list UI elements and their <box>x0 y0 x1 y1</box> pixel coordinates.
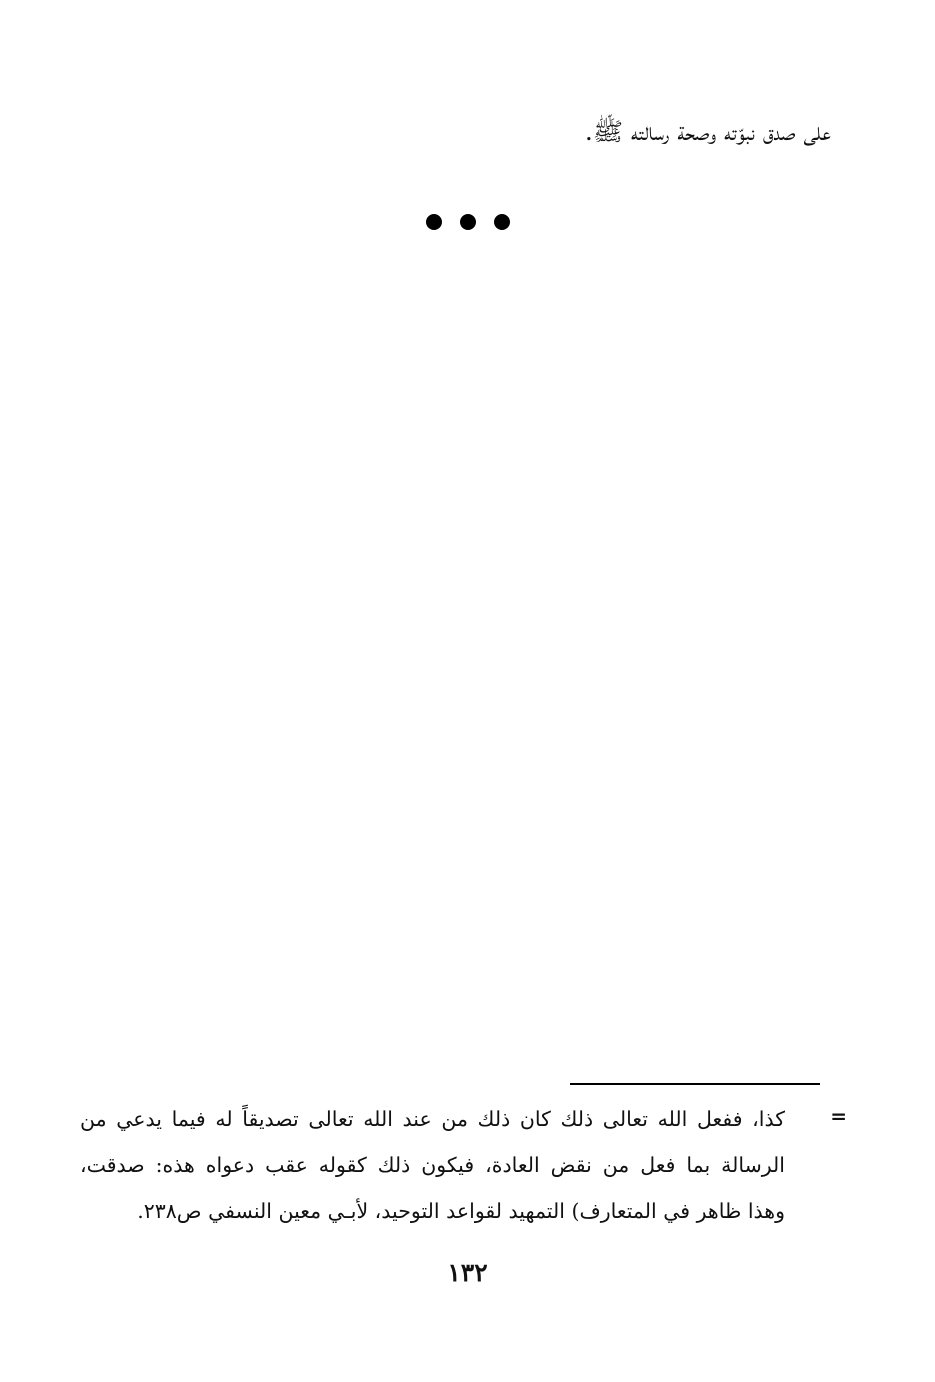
separator-dot <box>426 214 442 230</box>
separator-dot <box>460 214 476 230</box>
footnote-line: كذا، ففعل الله تعالى ذلك كان ذلك من عند الله تعالى تصديقاً له فيما يدعي من <box>80 1107 785 1131</box>
section-separator <box>0 214 935 234</box>
footnote <box>80 1096 785 1234</box>
footnote-continuation-mark: = <box>830 1104 847 1128</box>
body-text-line: على صدق نبوّته وصحة رسالته ﷺ. <box>584 117 831 146</box>
page-number: ١٣٢ <box>447 1258 488 1287</box>
footnote-line: وهذا ظاهر في المتعارف) التمهيد لقواعد التوحيد، لأبـي معين النسفي ص٢٣٨. <box>137 1199 785 1223</box>
separator-dot <box>494 214 510 230</box>
footnote-divider <box>570 1083 820 1085</box>
footnote-line: الرسالة بما فعل من نقض العادة، فيكون ذلك كقوله عقب دعواه هذه: صدقت، <box>80 1153 785 1177</box>
